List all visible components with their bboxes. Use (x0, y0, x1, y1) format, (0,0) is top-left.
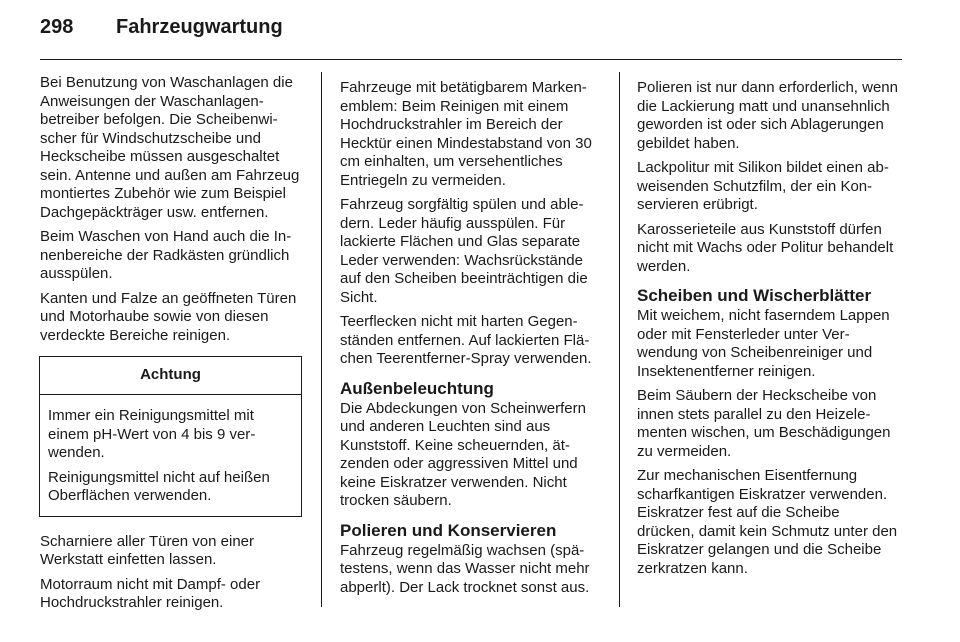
section-heading: Scheiben und Wischerblätter (637, 286, 872, 305)
paragraph: Zur mechanischen Eisentfernung scharfkantigen Eiskratzer verwenden. Eiskratzer fest auf die Scheibe drücken, damit kein Schmutz unter den Eiskratzer gelangen und die Scheibe zerkratzen kann. (637, 467, 898, 577)
caution-body (40, 395, 301, 516)
column-divider (321, 72, 322, 607)
column-right (637, 79, 901, 584)
paragraph: Fahrzeug sorgfältig spülen und abledern. Leder häufig ausspülen. Für lackierte Flächen und Glas separate Leder verwenden: Wachsrückstände auf den Scheiben beeinträchtigen die Sicht. (340, 196, 588, 306)
paragraph: Beim Säubern der Heckscheibe von innen stets parallel zu den Heizelementen wischen, um Beschädigungen zu vermeiden. (637, 387, 891, 460)
caution-text: Immer ein Reinigungsmittel mit einem pH-Wert von 4 bis 9 verwenden. (48, 407, 256, 461)
paragraph: Kanten und Falze an geöffneten Türen und Motorhaube sowie von diesen verdeckte Bereiche reinigen. (40, 289, 297, 344)
paragraph: Beim Waschen von Hand auch die Innenbereiche der Radkästen gründlich ausspülen. (40, 228, 292, 282)
paragraph: Lackpolitur mit Silikon bildet einen abweisenden Schutzfilm, der ein Konservieren erübrigt. (637, 159, 889, 213)
caution-text: Reinigungsmittel nicht auf heißen Oberflächen verwenden. (48, 468, 270, 504)
header-rule (40, 59, 902, 60)
paragraph: Teerflecken nicht mit harten Gegenständen entfernen. Auf lackierten Flächen Teerentferner-Spray verwenden. (340, 313, 592, 367)
paragraph: Die Abdeckungen von Scheinwerfern und anderen Leuchten sind aus Kunststoff. Keine scheuernden, ätzenden oder aggressiven Mittel und keine Eiskratzer verwenden. Nicht trocken säubern. (340, 399, 586, 509)
caution-heading: Achtung (40, 357, 301, 395)
section-heading: Außenbeleuchtung (340, 378, 494, 398)
column-middle (340, 79, 606, 603)
page-number: 298 (40, 16, 74, 38)
paragraph: Polieren ist nur dann erforderlich, wenn die Lackierung matt und unansehnlich geworden ist oder sich Ablagerungen gebildet haben. (637, 79, 898, 152)
page-title: Fahrzeugwartung (116, 16, 283, 38)
paragraph: Fahrzeug regelmäßig wachsen (spätestens, wenn das Wasser nicht mehr abperlt). Der Lack trocknet sonst aus. (340, 541, 590, 596)
paragraph: Mit weichem, nicht faserndem Lappen oder mit Fensterleder unter Verwendung von Scheibenreiniger und Insektenentferner reinigen. (637, 307, 890, 380)
paragraph: Scharniere aller Türen von einer Werkstatt einfetten lassen. (40, 532, 255, 568)
page-header (40, 16, 900, 44)
paragraph: Karosserieteile aus Kunststoff dürfen nicht mit Wachs oder Politur behandelt werden. (637, 220, 894, 275)
column-left (40, 74, 304, 619)
section-heading: Polieren und Konservieren (340, 520, 557, 540)
paragraph: Motorraum nicht mit Dampf- oder Hochdruckstrahler reinigen. (40, 575, 261, 611)
paragraph: Bei Benutzung von Waschanlagen die Anweisungen der Waschanlagenbetreiber befolgen. Die Scheibenwischer für Windschutzscheibe und Heckscheibe müssen ausgeschaltet sein. Antenne und außen am Fahrzeug montiertes Zubehör wie zum Beispiel Dachgepäckträger usw. entfernen. (40, 74, 300, 221)
paragraph: Fahrzeuge mit betätigbarem Markenemblem: Beim Reinigen mit einem Hochdruckstrahler im Bereich der Hecktür einen Mindestabstand von 30 cm einhalten, um versehentliches Entriegeln zu vermeiden. (340, 79, 592, 189)
column-divider (619, 72, 620, 607)
caution-box (39, 356, 302, 517)
